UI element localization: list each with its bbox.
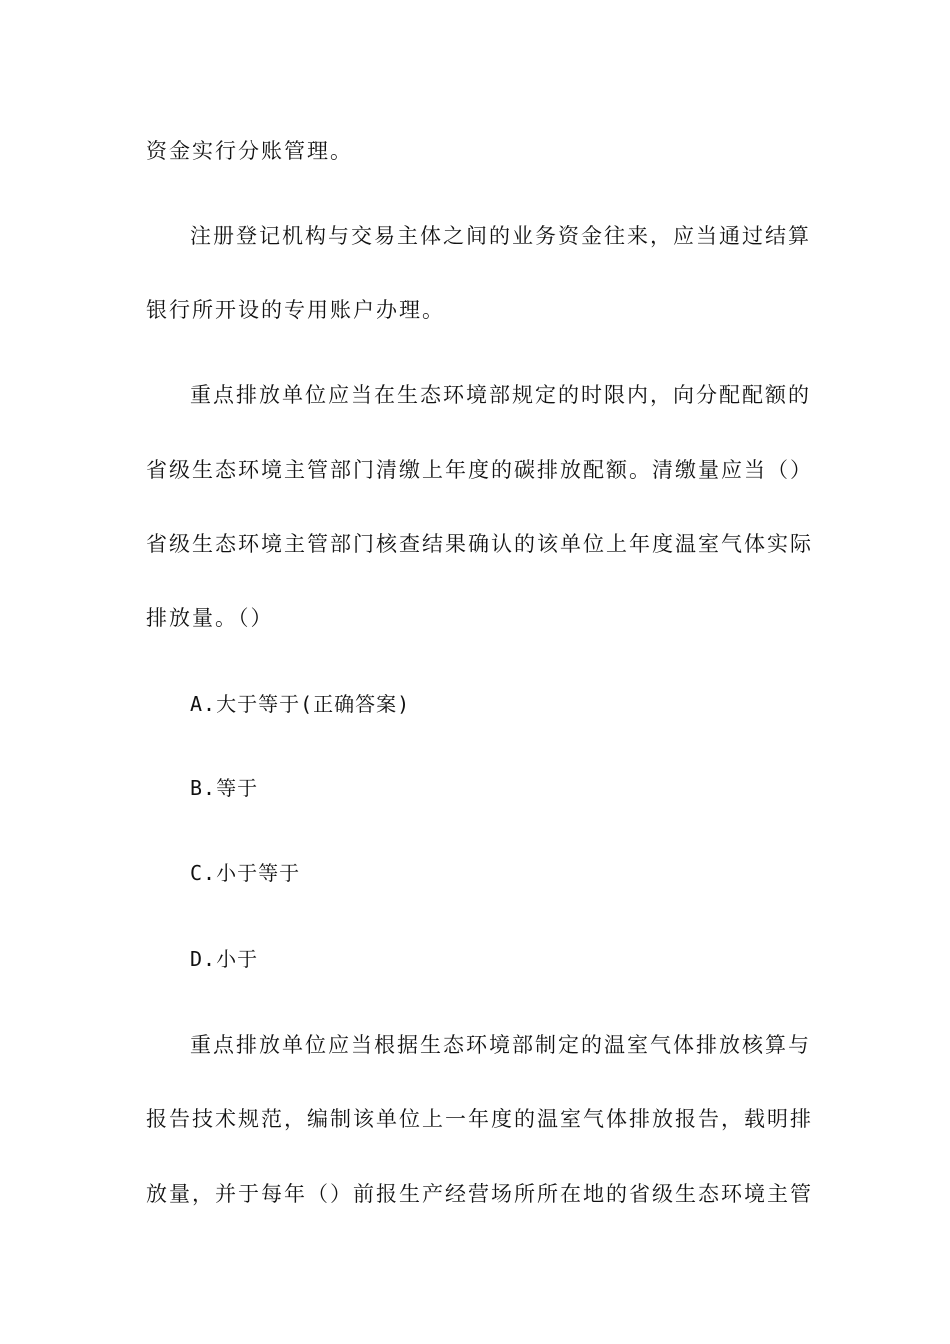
paragraph-line: 放量，并于每年（）前报生产经营场所所在地的省级生态环境主管 [146, 1182, 813, 1206]
paragraph-line: 资金实行分账管理。 [146, 139, 353, 163]
answer-option-c: C.小于等于 [190, 861, 301, 885]
answer-option-d: D.小于 [190, 947, 259, 971]
paragraph-line: 重点排放单位应当根据生态环境部制定的温室气体排放核算与 [190, 1033, 811, 1057]
question-line: 排放量。（） [146, 606, 274, 630]
answer-option-b: B.等于 [190, 776, 259, 800]
question-line: 省级生态环境主管部门清缴上年度的碳排放配额。清缴量应当（） [146, 458, 813, 482]
paragraph-line: 报告技术规范，编制该单位上一年度的温室气体排放报告，载明排 [146, 1107, 813, 1131]
paragraph-line: 注册登记机构与交易主体之间的业务资金往来，应当通过结算 [190, 224, 811, 248]
answer-option-a: A.大于等于(正确答案) [190, 692, 411, 716]
question-line: 重点排放单位应当在生态环境部规定的时限内，向分配配额的 [190, 383, 811, 407]
question-line: 省级生态环境主管部门核查结果确认的该单位上年度温室气体实际 [146, 532, 813, 556]
paragraph-line: 银行所开设的专用账户办理。 [146, 298, 445, 322]
